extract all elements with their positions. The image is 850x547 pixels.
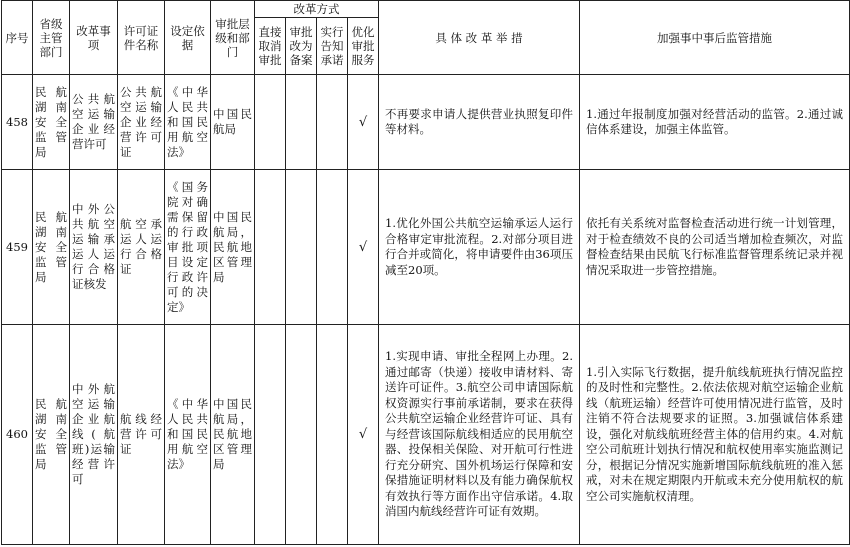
cell-dept: 民 航湖 南安 全监 管局 bbox=[33, 170, 70, 325]
header-approver: 审批层级和部门 bbox=[211, 1, 255, 75]
cell-r2 bbox=[286, 170, 317, 325]
cell-cert: 公共航空运输企业经营许可证 bbox=[118, 75, 165, 170]
cell-approver: 中国民航局 bbox=[211, 75, 255, 170]
cell-r1 bbox=[255, 75, 286, 170]
header-basis: 设定依据 bbox=[165, 1, 211, 75]
table-row bbox=[2, 75, 850, 170]
table-row bbox=[2, 170, 850, 325]
cell-measures: 不再要求申请人提供营业执照复印件等材料。 bbox=[379, 75, 580, 170]
header-supervision: 加强事中事后监管措施 bbox=[580, 1, 850, 75]
header-r2: 审批改为备案 bbox=[286, 18, 317, 75]
reform-table bbox=[1, 0, 850, 545]
cell-measures: 1.实现申请、审批全程网上办理。2.通过邮寄（快递）接收申请材料、寄送许可证件。3.航空公司申请国际航权资源实行事前承诺制，要求在获得公共航空运输企业经营许可证、具有与经营该国际航线相适应的民用航空器、投保相关保险、对开航可行性进行充分研究、国外机场运行保障和安保措施证明材料以及有能力确保航权有效执行等方面作出守信承诺。4.取消国内航线经营许可证有效期。 bbox=[379, 325, 580, 545]
header-reform-group: 改革方式 bbox=[255, 1, 379, 18]
header-r1: 直接取消审批 bbox=[255, 18, 286, 75]
header-r3: 实行告知承诺 bbox=[317, 18, 348, 75]
cell-approver: 中国民航局，民航地区管理局 bbox=[211, 170, 255, 325]
cell-approver: 中国民航局，民航地区管理局 bbox=[211, 325, 255, 545]
cell-seq: 460 bbox=[2, 325, 33, 545]
cell-r3 bbox=[317, 325, 348, 545]
cell-r4-check: √ bbox=[348, 170, 379, 325]
cell-item: 中外航空运输企业航线(航班)运输经营许可 bbox=[70, 325, 118, 545]
cell-dept: 民 航湖 南安 全监 管局 bbox=[33, 325, 70, 545]
table-row bbox=[2, 325, 850, 545]
cell-cert: 航空承运人运行合格证 bbox=[118, 170, 165, 325]
header-r4: 优化审批服务 bbox=[348, 18, 379, 75]
header-measures: 具 体 改 革 举 措 bbox=[379, 1, 580, 75]
cell-measures: 1.优化外国公共航空运输承运人运行合格审定审批流程。2.对部分项目进行合并或简化，将申请要件由36项压减至20项。 bbox=[379, 170, 580, 325]
cell-seq: 459 bbox=[2, 170, 33, 325]
cell-seq: 458 bbox=[2, 75, 33, 170]
cell-r3 bbox=[317, 75, 348, 170]
header-cert: 许可证件名称 bbox=[118, 1, 165, 75]
cell-item: 公共航空运输企业经营许可 bbox=[70, 75, 118, 170]
cell-r2 bbox=[286, 75, 317, 170]
cell-item: 中外公共航空运输承运人运行合格证核发 bbox=[70, 170, 118, 325]
cell-r3 bbox=[317, 170, 348, 325]
header-seq: 序号 bbox=[2, 1, 33, 75]
cell-supervision: 1.引入实际飞行数据，提升航线航班执行情况监控的及时性和完整性。2.依法依规对航空运输企业航线（航班运输）经营许可使用情况进行监管，及时注销不符合法规要求的证照。3.加强诚信体系建设，强化对航线航班经营主体的信用约束。4.对航空公司航班计划执行情况和航权使用率实施监测记分，根据记分情况实施新增国际航线航班的准入惩戒，对未在规定期限内开航或未充分使用航权的航空公司实施航权清理。 bbox=[580, 325, 850, 545]
cell-supervision: 1.通过年报制度加强对经营活动的监管。2.通过诚信体系建设，加强主体监管。 bbox=[580, 75, 850, 170]
cell-r1 bbox=[255, 325, 286, 545]
cell-r1 bbox=[255, 170, 286, 325]
cell-supervision: 依托有关系统对监督检查活动进行统一计划管理，对于检查绩效不良的公司适当增加检查频次，对监督检查结果由民航飞行标准监督管理系统记录并视情况采取进一步管控措施。 bbox=[580, 170, 850, 325]
header-item: 改革事项 bbox=[70, 1, 118, 75]
cell-basis: 《国务院对确需保留的行政审批项目设定行政许可的决定》 bbox=[165, 170, 211, 325]
cell-dept: 民 航湖 南安 全监 管局 bbox=[33, 75, 70, 170]
cell-cert: 航线经营许可证 bbox=[118, 325, 165, 545]
cell-basis: 《中华人民共和国民用航空法》 bbox=[165, 325, 211, 545]
cell-r2 bbox=[286, 325, 317, 545]
header-dept: 省级主管部门 bbox=[33, 1, 70, 75]
cell-r4-check: √ bbox=[348, 75, 379, 170]
cell-basis: 《中华人民共和国民用航空法》 bbox=[165, 75, 211, 170]
cell-r4-check: √ bbox=[348, 325, 379, 545]
